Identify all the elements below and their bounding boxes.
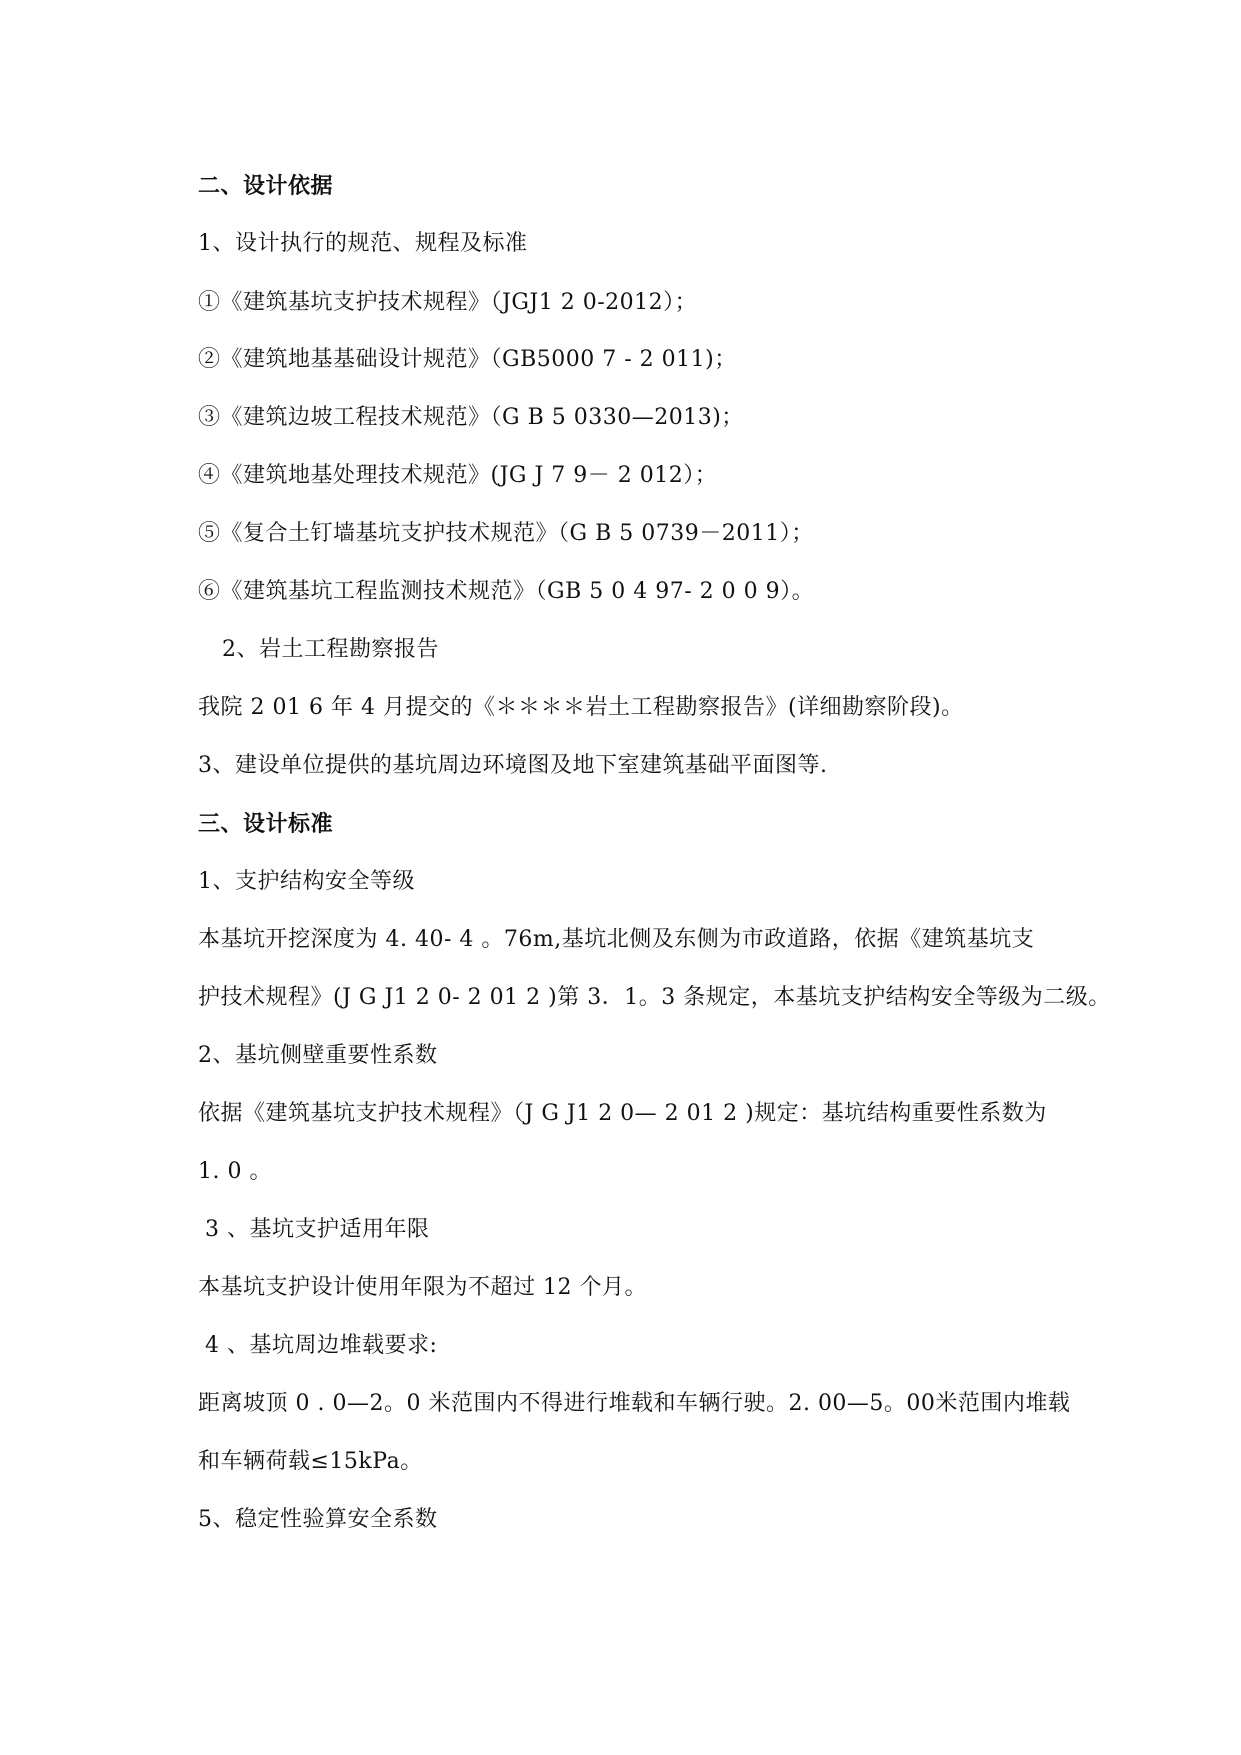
item-safety-grade-title: 1、支护结构安全等级 — [198, 869, 415, 894]
ref-item-5: ⑤《复合土钉墙基坑支护技术规范》（G B 5 0739－2011）； — [198, 521, 814, 546]
service-life-text: 本基坑支护设计使用年限为不超过 12 个月。 — [198, 1275, 647, 1300]
importance-factor-text-line2: 1. 0 。 — [198, 1159, 272, 1184]
item-survey-report-title: 2、岩土工程勘察报告 — [222, 637, 439, 662]
surcharge-text-line2: 和车辆荷载≤15kPa。 — [198, 1449, 423, 1474]
section-heading-design-standards: 三、设计标准 — [198, 811, 334, 837]
item-service-life-title: 3 、基坑支护适用年限 — [205, 1217, 430, 1242]
importance-factor-text-line1: 依据《建筑基坑支护技术规程》（J G J1 2 0— 2 01 2 )规定：基坑结构重要性系数为 — [198, 1101, 1047, 1126]
surcharge-text-line1: 距离坡顶 0 . 0—2。0 米范围内不得进行堆载和车辆行驶。2. 00—5。00米范围内堆载 — [198, 1391, 1071, 1416]
safety-grade-text-line1: 本基坑开挖深度为 4. 40- 4 。76m,基坑北侧及东侧为市政道路，依据《建筑基坑支 — [198, 927, 1035, 952]
ref-item-3: ③《建筑边坡工程技术规范》（G B 5 0330—2013)； — [198, 405, 744, 430]
item-provided-drawings: 3、建设单位提供的基坑周边环境图及地下室建筑基础平面图等. — [198, 753, 828, 778]
item-surcharge-title: 4 、基坑周边堆载要求: — [205, 1333, 438, 1358]
safety-grade-text-line2: 护技术规程》(J G J1 2 0- 2 01 2 )第 3．1。3 条规定，本基坑支护结构安全等级为二级。 — [198, 985, 1111, 1010]
item-stability-factor-title: 5、稳定性验算安全系数 — [198, 1507, 438, 1532]
item-standards-title: 1、设计执行的规范、规程及标准 — [198, 231, 528, 256]
ref-item-6: ⑥《建筑基坑工程监测技术规范》（GB 5 0 4 97- 2 0 0 9）。 — [198, 579, 815, 604]
ref-item-1: ①《建筑基坑支护技术规程》（JGJ1 2 0-2012）； — [198, 290, 698, 315]
item-importance-factor-title: 2、基坑侧壁重要性系数 — [198, 1043, 438, 1068]
section-heading-design-basis: 二、设计依据 — [198, 173, 334, 199]
survey-report-text: 我院 2 01 6 年 4 月提交的《＊＊＊＊岩土工程勘察报告》(详细勘察阶段)。 — [198, 695, 964, 720]
ref-item-4: ④《建筑地基处理技术规范》(JG J 7 9－ 2 012）； — [198, 463, 718, 488]
ref-item-2: ②《建筑地基基础设计规范》（GB5000 7 - 2 011)； — [198, 347, 737, 372]
